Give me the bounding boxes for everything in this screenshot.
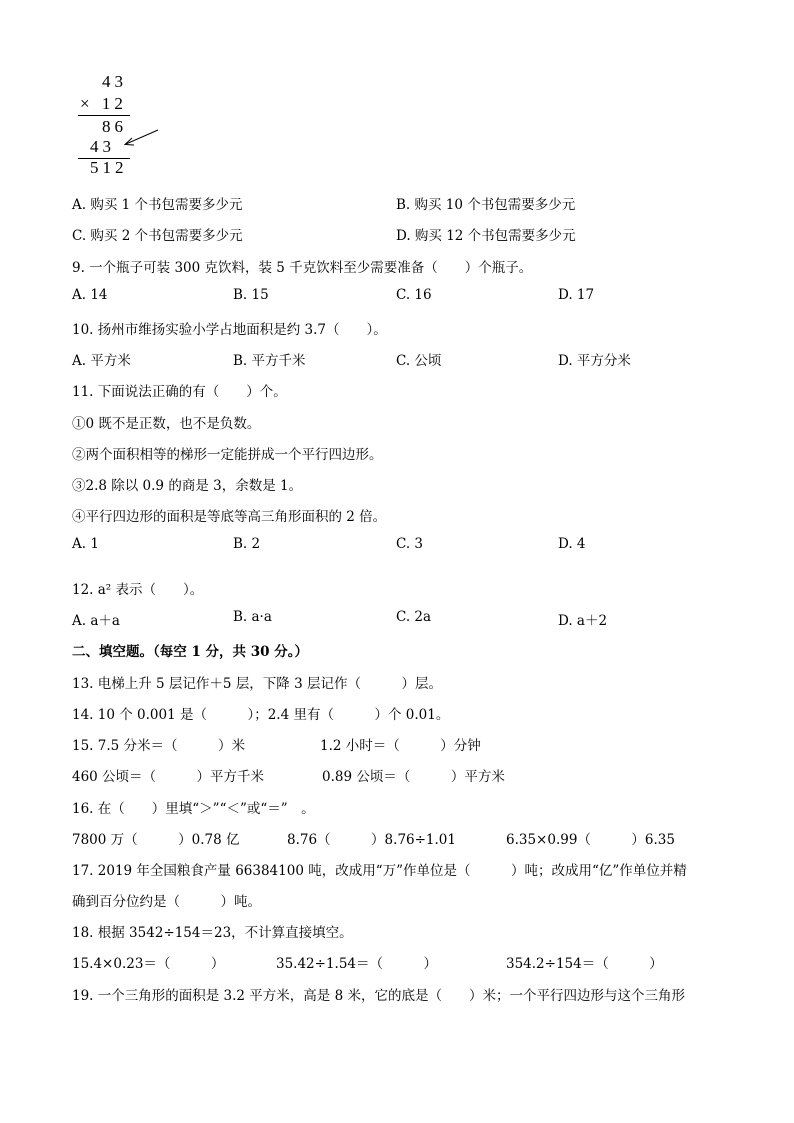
- q11-option-a: A. 1: [72, 536, 99, 552]
- q8-option-c: C. 购买 2 个书包需要多少元: [72, 228, 243, 244]
- q10-option-c: C. 公顷: [396, 353, 442, 369]
- q16-part-a: 7800 万（ ）0.78 亿: [72, 832, 240, 848]
- arrow-icon: [120, 128, 160, 152]
- q11-statement-3: ③2.8 除以 0.9 的商是 3，余数是 1。: [72, 478, 303, 494]
- q16-part-c: 6.35×0.99（ ）6.35: [506, 832, 675, 848]
- q10-option-b: B. 平方千米: [233, 353, 306, 369]
- q10-text: 10. 扬州市维扬实验小学占地面积是约 3.7（ ）。: [72, 322, 387, 338]
- q12-option-b: B. a·a: [233, 609, 272, 625]
- calc-multiplier: × 12: [80, 94, 127, 113]
- q8-option-d: D. 购买 12 个书包需要多少元: [396, 228, 576, 244]
- q11-option-c: C. 3: [396, 536, 424, 552]
- q12-option-a: A. a＋a: [72, 613, 120, 629]
- q11-option-b: B. 2: [233, 536, 261, 552]
- vertical-multiplication: [72, 70, 162, 180]
- section-heading: 二、填空题。（每空 1 分，共 30 分。）: [72, 644, 308, 660]
- q15-part-c: 460 公顷＝（ ）平方千米: [72, 769, 265, 785]
- q18-part-b: 35.42÷1.54＝（ ）: [276, 956, 438, 972]
- calc-partial-1: 86: [102, 117, 127, 136]
- calc-line-1: [78, 115, 130, 116]
- q17-line-1: 17. 2019 年全国粮食产量 66384100 吨，改成用“万”作单位是（ ）吨；改成用“亿”作单位并精: [72, 863, 687, 879]
- q11-statement-4: ④平行四边形的面积是等底等高三角形面积的 2 倍。: [72, 509, 387, 525]
- q11-text: 11. 下面说法正确的有（ ）个。: [72, 384, 287, 400]
- q11-option-d: D. 4: [558, 536, 586, 552]
- calc-partial-2: 43: [90, 137, 115, 156]
- q14-text: 14. 10 个 0.001 是（ ）；2.4 里有（ ）个 0.01。: [72, 707, 450, 723]
- q13-text: 13. 电梯上升 5 层记作＋5 层，下降 3 层记作（ ）层。: [72, 676, 442, 692]
- calc-multiplicand: 43: [102, 72, 127, 91]
- q9-option-c: C. 16: [396, 287, 432, 303]
- q18-text: 18. 根据 3542÷154＝23，不计算直接填空。: [72, 925, 353, 941]
- q12-option-c: C. 2a: [396, 609, 432, 625]
- q9-option-b: B. 15: [233, 287, 269, 303]
- q9-option-a: A. 14: [72, 287, 108, 303]
- q8-option-a: A. 购买 1 个书包需要多少元: [72, 197, 243, 213]
- q17-line-2: 确到百分位约是（ ）吨。: [72, 894, 261, 910]
- q11-statement-1: ①0 既不是正数，也不是负数。: [72, 416, 261, 432]
- q15-part-a: 15. 7.5 分米＝（ ）米: [72, 738, 246, 754]
- q9-option-d: D. 17: [558, 287, 595, 303]
- q18-part-a: 15.4×0.23＝（ ）: [72, 956, 225, 972]
- q15-part-d: 0.89 公顷＝（ ）平方米: [322, 769, 505, 785]
- q19-text: 19. 一个三角形的面积是 3.2 平方米，高是 8 米，它的底是（ ）米；一个平行四边形与这个三角形: [72, 988, 685, 1004]
- q11-statement-2: ②两个面积相等的梯形一定能拼成一个平行四边形。: [72, 447, 383, 463]
- q18-part-c: 354.2÷154＝（ ）: [506, 956, 663, 972]
- q15-part-b: 1.2 小时＝（ ）分钟: [320, 738, 481, 754]
- calc-product: 512: [90, 158, 128, 177]
- q12-option-d: D. a＋2: [558, 613, 608, 629]
- q10-option-a: A. 平方米: [72, 353, 131, 369]
- q16-part-b: 8.76（ ）8.76÷1.01: [287, 832, 456, 848]
- q16-text: 16. 在（ ）里填“＞”“＜”或“＝” 。: [72, 801, 315, 817]
- q9-text: 9. 一个瓶子可装 300 克饮料，装 5 千克饮料至少需要准备（ ）个瓶子。: [72, 260, 533, 276]
- q12-text: 12. a² 表示（ ）。: [72, 582, 204, 598]
- q8-option-b: B. 购买 10 个书包需要多少元: [396, 197, 576, 213]
- q10-option-d: D. 平方分米: [558, 353, 631, 369]
